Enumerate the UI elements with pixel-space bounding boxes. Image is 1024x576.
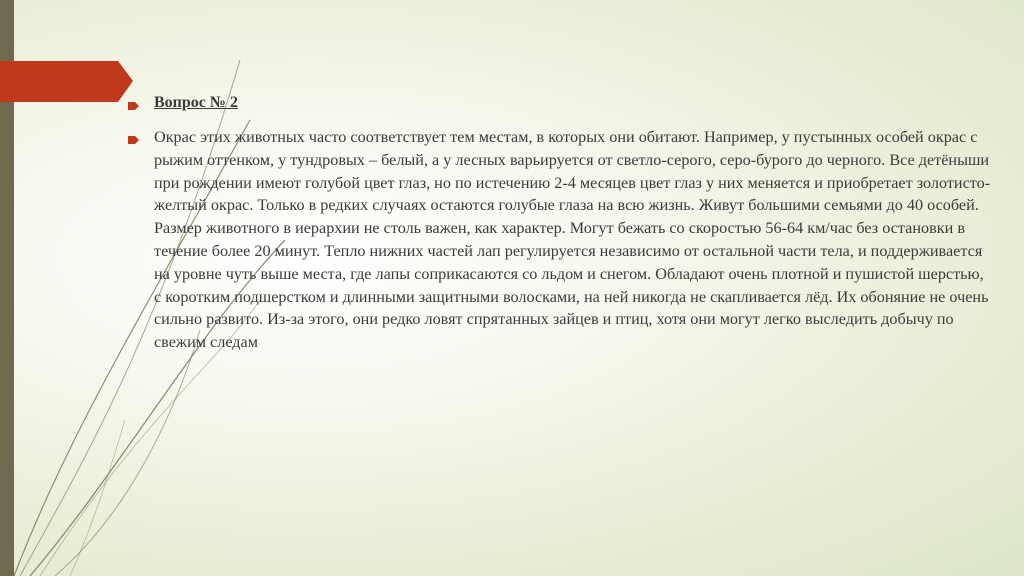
bullet-paragraph-row [128,126,998,354]
bullet-arrow-icon [128,98,140,116]
bullet-heading-row [128,92,998,116]
red-accent-tab [0,0,140,576]
slide-content [128,92,998,364]
body-paragraph: Окрас этих животных часто соответствует тем местам, в которых они обитают. Например, у пустынных особей окрас с рыжим оттенком, у тундровых – белый, а у лесных варьируется от светло-серого, серо-бурого до черного. Все детёныши при рождении имеют голубой цвет глаз, но по истечению 2-4 месяцев цвет глаз у них меняется и приобретает золотисто-желтый окрас. Только в редких случаях остаются голубые глаза на всю жизнь. Живут большими семьями до 40 особей. Размер животного в иерархии не столь важен, как характер. Могут бежать со скоростью 56-64 км/час без остановки в течение более 20 минут. Тепло нижних частей лап регулируется независимо от остальной части тела, и поддерживается на уровне чуть выше места, где лапы соприкасаются со льдом и снегом. Обладают очень плотной и пушистой шерстью, с коротким подшерстком и длинными защитными волосками, на ней никогда не скапливается лёд. Их обоняние не очень сильно развито. Из-за этого, они редко ловят спрятанных зайцев и птиц, хотя они могут легко выследить добычу по свежим следам [154,128,991,352]
question-heading: Вопрос № 2 [154,94,238,111]
bullet-arrow-icon [128,132,140,150]
